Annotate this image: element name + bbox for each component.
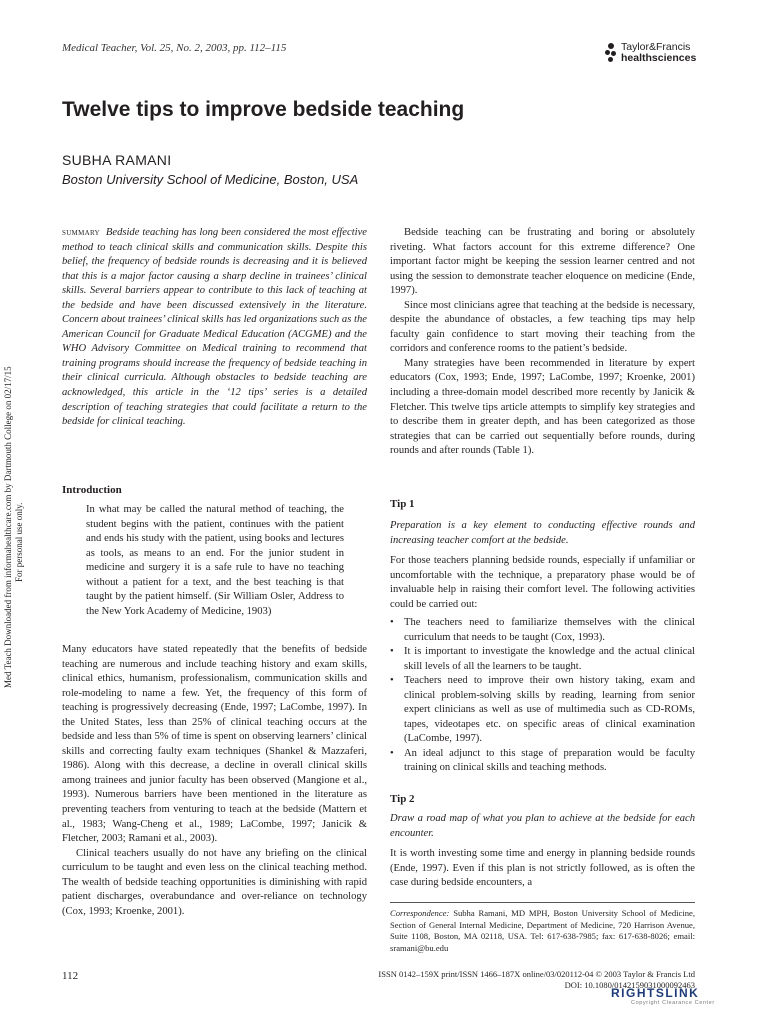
bullet-icon: • [390,646,394,658]
list-item: • The teachers need to familiarize themselves with the clinical curriculum that needs to be taught (Cox, 1993). [390,616,695,645]
publisher-division: healthsciences [621,52,697,64]
intro-paragraph-1: Many educators have stated repeatedly that the benefits of bedside teaching are numerous and include teaching history and exam skills, clinical ethics, humanism, professionalism, communication skills and role-modeling to name a few. Yet, the frequency of this form of teaching is progressively decreasing (Ende, 1997; LaCombe, 1997). In the United States, less than 25% of clinical teaching occurs at the bedside and less than 5% of time is spent on observing learners’ clinical skills and correcting faulty exam techniques (Shankel & Mazzaferi, 1986). Along with this decrease, a decline in overall clinical skills among trainees and junior faculty has been observed (Mangione et al., 1993). Numerous barriers have been mentioned in the literature as preventing teachers from venturing to teach at the bedside (Mattern et al., 1983; Wang-Cheng et al., 1989; LaCombe, 1997; Janicik & Fletcher, 2003; Ramani et al., 2003). [62,644,367,845]
doi-line: DOI: 10.1080/0142159031000092463 [564,980,695,990]
list-item: • It is important to investigate the knowledge and the actual clinical skill levels of all the learners to be taught. [390,645,695,674]
publisher-icon [605,43,617,63]
rightslink-text: RIGHTSLINK [611,986,700,1000]
tip2-body: It is worth investing some time and energy in planning bedside rounds (Ende, 1997). Even if this plan is not strictly followed, as is often the case during bedside encounters, a [390,848,695,889]
download-notice-line2: For personal use only. [14,502,24,582]
tip2-heading: Tip 2 [390,793,415,805]
list-item: • Teachers need to improve their own history taking, exam and clinical problem-solving skills by reading, learning from senior expert clinicians as well as use of multimedia such as CD-ROMs, tapes, videotapes etc. on specific areas of clinical examination (LaCombe, 1997). [390,674,695,747]
tip1-subtitle: Preparation is a key element to conducting effective rounds and increasing teacher comfort at the bedside. [390,520,695,546]
publisher-name: Taylor&Francis [621,41,691,53]
correspondence-label: Correspondence: [390,908,450,918]
publisher-logo [605,42,696,64]
osler-quote: In what may be called the natural method of teaching, the student begins with the patient, continues with the patient and ends his study with the patient, using books and lectures as tools, as means to an end. For the junior student in medicine and surgery it is a safe rule to have no teaching without a patient for a text, and the best teaching is that taught by the patient himself. (Sir William Osler, Address to the New York Academy of Medicine, 1903) [86,504,344,617]
issn-line: ISSN 0142–159X print/ISSN 1466–187X online/03/020112-04 © 2003 Taylor & Francis Ltd [378,969,695,979]
tip2-subtitle: Draw a road map of what you plan to achieve at the bedside for each encounter. [390,813,695,839]
download-notice-line1: Med Teach Downloaded from informahealthcare.com by Dartmouth College on 02/17/15 [3,366,13,688]
page-number: 112 [62,970,79,982]
right-paragraph-2: Since most clinicians agree that teaching at the bedside is necessary, despite the abundance of obstacles, a few teaching tips may help faculty gain confidence to start moving their teaching from the corridors and conference rooms to the patient’s bedside. [390,299,695,355]
tip1-bullet-list [390,616,695,776]
bullet-icon: • [390,747,394,759]
journal-citation: Medical Teacher, Vol. 25, No. 2, 2003, pp. 112–115 [62,42,287,54]
correspondence-text: Subha Ramani, MD MPH, Boston University School of Medicine, Section of General Internal Medicine, Department of Medicine, 720 Harrison Avenue, Suite 1108, Boston, MA 02118, USA. Tel: 617-638-7985; fax: 617-638-8026; email: sramani@bu.edu [390,908,695,953]
footnote-divider [390,902,695,903]
correspondence-note [390,908,695,954]
right-paragraph-3: Many strategies have been recommended in literature by expert educators (Cox, 1993; Ende, 1997; LaCombe, 1997; Kroenke, 2001) including a three-domain model described more recently by Janicik & Fletcher. This twelve tips article attempts to simplify key strategies and to describe them in greater depth, and has been categorized as those strategies that can be carried out sequentially before rounds, during rounds and after rounds (Table 1). [390,357,695,457]
right-column-intro [390,226,695,459]
rightslink-subtext: Copyright Clearance Center [631,1000,715,1006]
bullet-icon: • [390,675,394,687]
download-notice [0,330,26,688]
intro-paragraph-2: Clinical teachers usually do not have any briefing on the clinical curriculum to be taught and even less on the clinical teaching method. The wealth of bedside teaching opportunities is diminishing with rapid patient discharges, overabundance and over-reliance on technology (Cox, 1993; Kroenke, 2001). [62,847,367,917]
bullet-icon: • [390,617,394,628]
list-item: • An ideal adjunct to this stage of preparation would be faculty training on clinical skills and teaching methods. [390,747,695,776]
summary-abstract [62,226,367,430]
article-affiliation: Boston University School of Medicine, Boston, USA [62,172,359,187]
tip1-body: For those teachers planning bedside rounds, especially if unfamiliar or uncomfortable with the technique, a preparatory phase would be of invaluable help in raising their comfort level. The following activities could be carried out: [390,555,695,610]
article-author: SUBHA RAMANI [62,152,172,168]
summary-label: summary [62,227,100,238]
introduction-heading: Introduction [62,484,122,496]
tip1-heading: Tip 1 [390,498,415,510]
summary-text: Bedside teaching has long been considered the most effective method to teach clinical skills and communication skills. Despite this belief, the frequency of bedside rounds is decreasing and it is believed that this is a major factor causing a sharp decline in trainees’ clinical skills. Several barriers appear to contribute to this lack of teaching at the bedside and have been discussed extensively in the literature. Concern about trainees’ clinical skills has led organizations such as the American Council for Graduate Medical Education (ACGME) and the WHO Advisory Committee on Medical training to recommend that training programs should increase the frequency of bedside teaching in their clinical curricula. Although obstacles to bedside teaching are acknowledged, this article in the ‘12 tips’ series is a detailed description of teaching strategies that could facilitate a return to the bedside for clinical teaching. [62,227,367,428]
article-title: Twelve tips to improve bedside teaching [62,98,465,121]
right-paragraph-1: Bedside teaching can be frustrating and boring or absolutely riveting. What factors account for this extreme difference? One important factor might be keeping the session learner centred and not using the session to demonstrate teacher eloquence on medicine (Ende, 1997). [390,227,695,297]
introduction-body [62,643,367,919]
rightslink-badge[interactable] [611,986,759,1010]
